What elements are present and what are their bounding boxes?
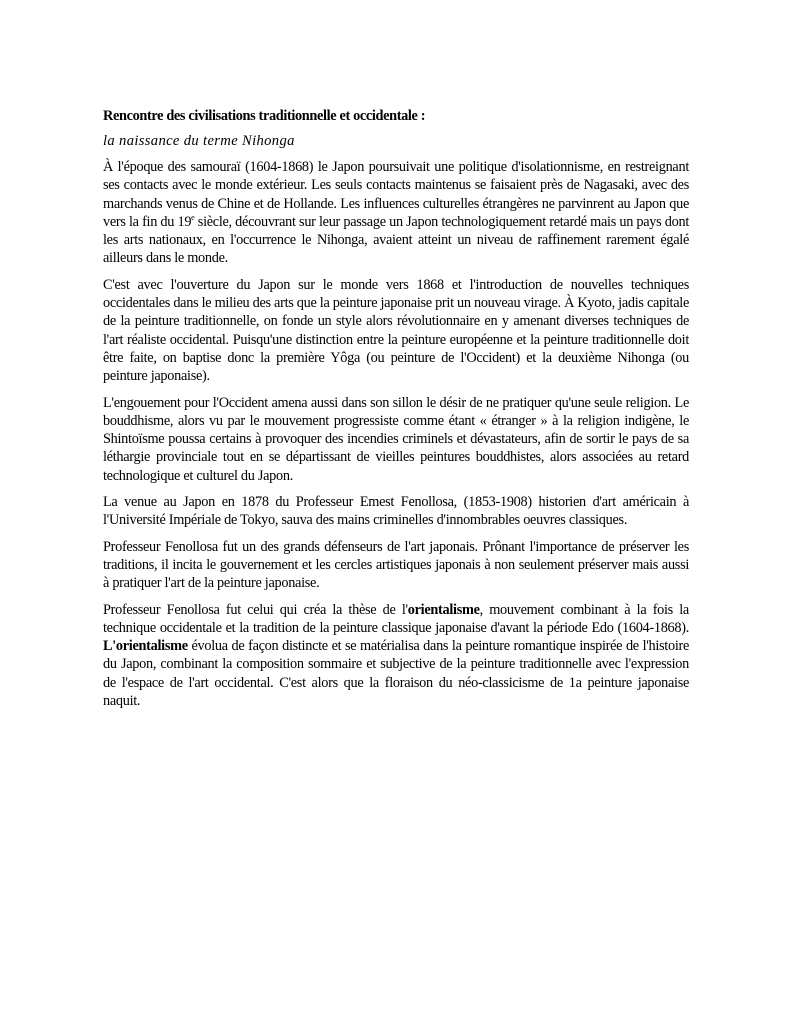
- paragraph-3: L'engouement pour l'Occident amena aussi dans son sillon le désir de ne pratiquer qu'une seule religion. Le bouddhisme, alors vu par le mouvement progressiste comme étant « étranger » à la religion indigène, le Shintoïsme poussa certains à provoquer des incendies criminels et dévastateurs, afin de sortir le pays de sa léthargie provinciale tout en se départissant de vieilles peintures bouddhistes, alors associées au retard technologique et culturel du Japon.: [103, 394, 689, 484]
- section-subtitle: la naissance du terme Nihonga: [103, 133, 295, 149]
- orientalisme-term: orientalisme: [407, 601, 480, 618]
- paragraph-6: [103, 601, 689, 711]
- paragraph-2: C'est avec l'ouverture du Japon sur le monde vers 1868 et l'introduction de nouvelles techniques occidentales dans le milieu des arts que la peinture japonaise prit un nouveau virage. À Kyoto, jadis capitale de la peinture traditionnelle, on fonde un style alors révolutionnaire en y amenant diverses techniques de l'art réaliste occidental. Puisqu'une distinction entre la peinture européenne et la peinture traditionnelle doit être faite, on baptise donc la première Yôga (ou peinture de l'Occident) et la deuxième Nihonga (ou peinture japonaise).: [103, 276, 689, 385]
- paragraph-6-text-c: , mouvement combinant à la fois la technique occidentale et la tradition de la peinture classique japonaise d'avant la période Edo (1604-1868).: [103, 601, 689, 636]
- paragraph-5: Professeur Fenollosa fut un des grands défenseurs de l'art japonais. Prônant l'importance de préserver les traditions, il incita le gouvernement et les cercles artistiques japonais à non seulement préserver mais aussi à pratiquer l'art de la peinture japonaise.: [103, 538, 689, 592]
- paragraph-1-text-a: À l'époque des samouraï (1604-1868) le Japon poursuivait une politique d'isolationnisme, en restreignant ses contacts avec le monde extérieur. Les seuls contacts maintenus se faisaient près de Nagasaki, avec des marchands venus de Chine et de Hollande. Les influences culturelles étrangères ne parvinrent au Japon que vers la fin du 19: [103, 159, 689, 230]
- orientalisme-term-2: L'orientalisme: [103, 638, 188, 655]
- document-page: [103, 107, 689, 718]
- paragraph-4: La venue au Japon en 1878 du Professeur Emest Fenollosa, (1853-1908) historien d'art américain à l'Université Impériale de Tokyo, sauva des mains criminelles d'innombrables oeuvres classiques.: [103, 494, 689, 529]
- paragraph-1: [103, 158, 689, 268]
- section-heading: Rencontre des civilisations traditionnelle et occidentale :: [103, 108, 426, 124]
- paragraph-1-text-b: siècle, découvrant sur leur passage un Japon technologiquement retardé mais un pays dont les arts nationaux, en l'occurrence le Nihonga, avaient atteint un niveau de raffinement rarement égalé ailleurs dans le monde.: [103, 213, 689, 267]
- superscript-e: e: [191, 212, 195, 222]
- paragraph-6-text-e: évolua de façon distincte et se matérialisa dans la peinture romantique inspirée de l'histoire du Japon, combinant la composition sommaire et subjective de la peinture traditionnelle avec l'expression de l'espace de l'art occidental. C'est alors que la floraison du néo-classicisme de 1a peinture japonaise naquit.: [103, 638, 689, 710]
- paragraph-6-text-a: Professeur Fenollosa fut celui qui créa la thèse de l': [103, 601, 408, 618]
